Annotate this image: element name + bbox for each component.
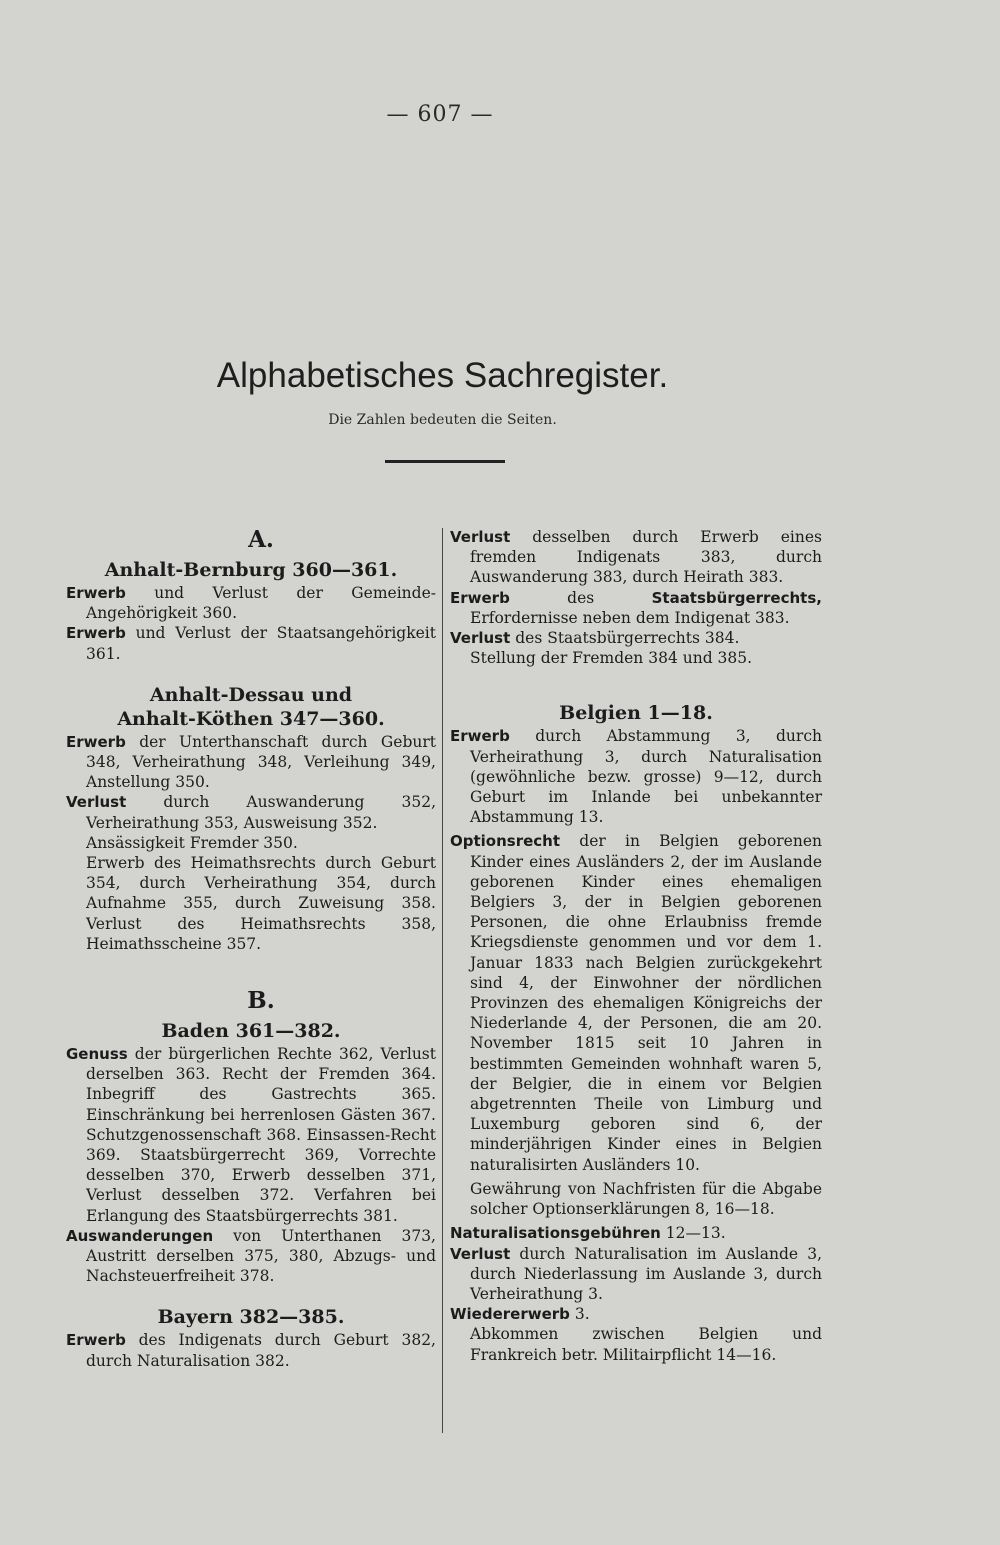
entry-text: der in Belgien geborenen Kinder eines Ausländers 2, der im Auslande geborenen Kinder eines ehemaligen Belgiers 3, der in Belgien geborenen Personen, die ohne Erlaubniss fremde Kriegsdienste genommen und vor dem 1. Januar 1833 nach Belgien zurückgekehrt sind 4, der Einwohner der nördlichen Provinzen des ehemaligen Königreichs der Niederlande 4, der Personen, die am 20. November 1815 seit 10 Jahren in bestimmten Gemeinden wohnhaft waren 5, der Belgier, die in einem vor Belgien abgetrennten Theile von Limburg und Luxemburg geboren sind 6, der minderjährigen Kinder eines in Belgien naturalisirten Ausländers 10. xyxy=(470,832,822,1174)
right-column xyxy=(450,527,822,1365)
entry-keyword: Optionsrecht xyxy=(450,832,561,851)
entry-keyword: Erwerb xyxy=(450,727,510,746)
entry-nachfristen: Gewährung von Nachfristen für die Abgabe solcher Optionserklärungen 8, 16—18. xyxy=(470,1179,822,1219)
heading-anhalt-koethen: Anhalt-Köthen 347—360. xyxy=(117,707,385,730)
entry-text: Erfordernisse neben dem Indigenat 383. xyxy=(470,608,790,627)
entry-erwerb-indigenat xyxy=(66,1330,436,1370)
entry-erwerb-staatsbuergerrecht xyxy=(450,588,822,628)
title-rule xyxy=(385,460,505,463)
entry-erwerb-gemeinde xyxy=(66,583,436,623)
page-number: — 607 — xyxy=(386,102,494,127)
heading-belgien: Belgien 1—18. xyxy=(559,702,713,725)
column-divider xyxy=(442,528,443,1433)
entry-verlust-naturalisation xyxy=(450,1244,822,1305)
entry-keyword: Verlust xyxy=(66,793,127,812)
entry-text: und Verlust der Gemeinde-Angehörigkeit 360. xyxy=(86,584,436,623)
heading-bayern: Bayern 382—385. xyxy=(157,1306,345,1329)
entry-erwerb-abstammung xyxy=(450,726,822,827)
entry-keyword: Verlust xyxy=(450,629,511,648)
page-title: Alphabetisches Sachregister. xyxy=(216,356,669,395)
entry-text: der bürgerlichen Rechte 362, Verlust derselben 363. Recht der Fremden 364. Inbegriff des Gastrechts 365. Einschränkung bei herrenlosen Gästen 367. Schutzgenossenschaft 368. Einsassen-Recht 369. Staatsbürgerrecht 369, Vorrechte desselben 370, Erwerb desselben 371, Verlust desselben 372. Verfahren bei Erlangung des Staatsbürgerrechts 381. xyxy=(86,1045,436,1225)
entry-text: 12—13. xyxy=(665,1224,726,1243)
entry-text: desselben durch Erwerb eines fremden Indigenats 383, durch Auswanderung 383, durch Heirath 383. xyxy=(470,528,822,587)
entry-keyword: Staatsbürgerrechts, xyxy=(651,588,822,607)
entry-optionsrecht xyxy=(450,831,822,1174)
entry-keyword: Auswanderungen xyxy=(66,1226,214,1245)
entry-text: durch Auswanderung 352, Verheirathung 353, Ausweisung 352. xyxy=(86,793,436,832)
entry-genuss xyxy=(66,1044,436,1226)
entry-keyword: Erwerb xyxy=(66,584,126,602)
entry-erwerb-unterthanschaft xyxy=(66,732,436,793)
entry-text: 3. xyxy=(574,1305,590,1324)
entry-keyword: Erwerb xyxy=(66,732,126,751)
subtitle: Die Zahlen bedeuten die Seiten. xyxy=(328,412,557,428)
entry-text: durch Naturalisation im Auslande 3, durch Niederlassung im Auslande 3, durch Verheirathung 3. xyxy=(470,1244,822,1303)
entry-keyword: Erwerb xyxy=(450,588,510,607)
section-letter-b: B. xyxy=(247,987,275,1015)
entry-keyword: Wiedererwerb xyxy=(450,1305,570,1324)
entry-keyword: Erwerb xyxy=(66,1331,126,1350)
entry-verlust-indigenat xyxy=(450,527,822,588)
entry-keyword: Verlust xyxy=(450,528,511,546)
entry-text: der Unterthanschaft durch Geburt 348, Verheirathung 348, Verleihung 349, Anstellung 350. xyxy=(86,732,436,792)
heading-anhalt-bernburg: Anhalt-Bernburg 360—361. xyxy=(104,559,398,581)
entry-text: des Indigenats durch Geburt 382, durch Naturalisation 382. xyxy=(86,1331,436,1370)
entry-keyword: Erwerb xyxy=(66,624,126,643)
heading-baden: Baden 361—382. xyxy=(161,1020,341,1043)
entry-militairpflicht: Abkommen zwischen Belgien und Frankreich betr. Militairpflicht 14—16. xyxy=(470,1325,822,1364)
entry-wiedererwerb xyxy=(450,1304,822,1324)
entry-ansaessigkeit: Ansässigkeit Fremder 350. xyxy=(86,833,298,852)
entry-naturalisationsgebuehren xyxy=(450,1223,822,1243)
entry-text: und Verlust der Staatsangehörigkeit 361. xyxy=(86,624,436,663)
entry-text: von Unterthanen 373, Austritt derselben 375, 380, Abzugs- und Nachsteuerfreiheit 378. xyxy=(86,1226,436,1286)
entry-keyword: Verlust xyxy=(450,1244,511,1263)
heading-anhalt-dessau: Anhalt-Dessau und xyxy=(149,683,353,706)
entry-text: des Staatsbürgerrechts 384. xyxy=(515,629,740,648)
entry-text: des xyxy=(567,588,595,607)
entry-keyword: Genuss xyxy=(66,1045,128,1064)
entry-verlust-staatsbuergerrecht xyxy=(450,628,822,648)
entry-auswanderungen xyxy=(66,1226,436,1287)
left-column xyxy=(66,527,436,1371)
entry-erwerb-staat xyxy=(66,623,436,663)
entry-keyword: Naturalisationsgebühren xyxy=(450,1224,661,1243)
entry-stellung-fremden: Stellung der Fremden 384 und 385. xyxy=(470,649,753,668)
entry-heimathsrecht: Erwerb des Heimathsrechts durch Geburt 354, durch Verheirathung 354, durch Aufnahme 355, durch Zuweisung 358. Verlust des Heimathsrechts 358, Heimathsscheine 357. xyxy=(86,854,436,953)
entry-text: durch Abstammung 3, durch Verheirathung 3, durch Naturalisation (gewöhnliche bezw. grosse) 9—12, durch Geburt im Inlande bei unbekannter Abstammung 13. xyxy=(470,727,822,827)
section-letter-a: A. xyxy=(248,526,274,553)
entry-verlust-auswanderung xyxy=(66,792,436,832)
